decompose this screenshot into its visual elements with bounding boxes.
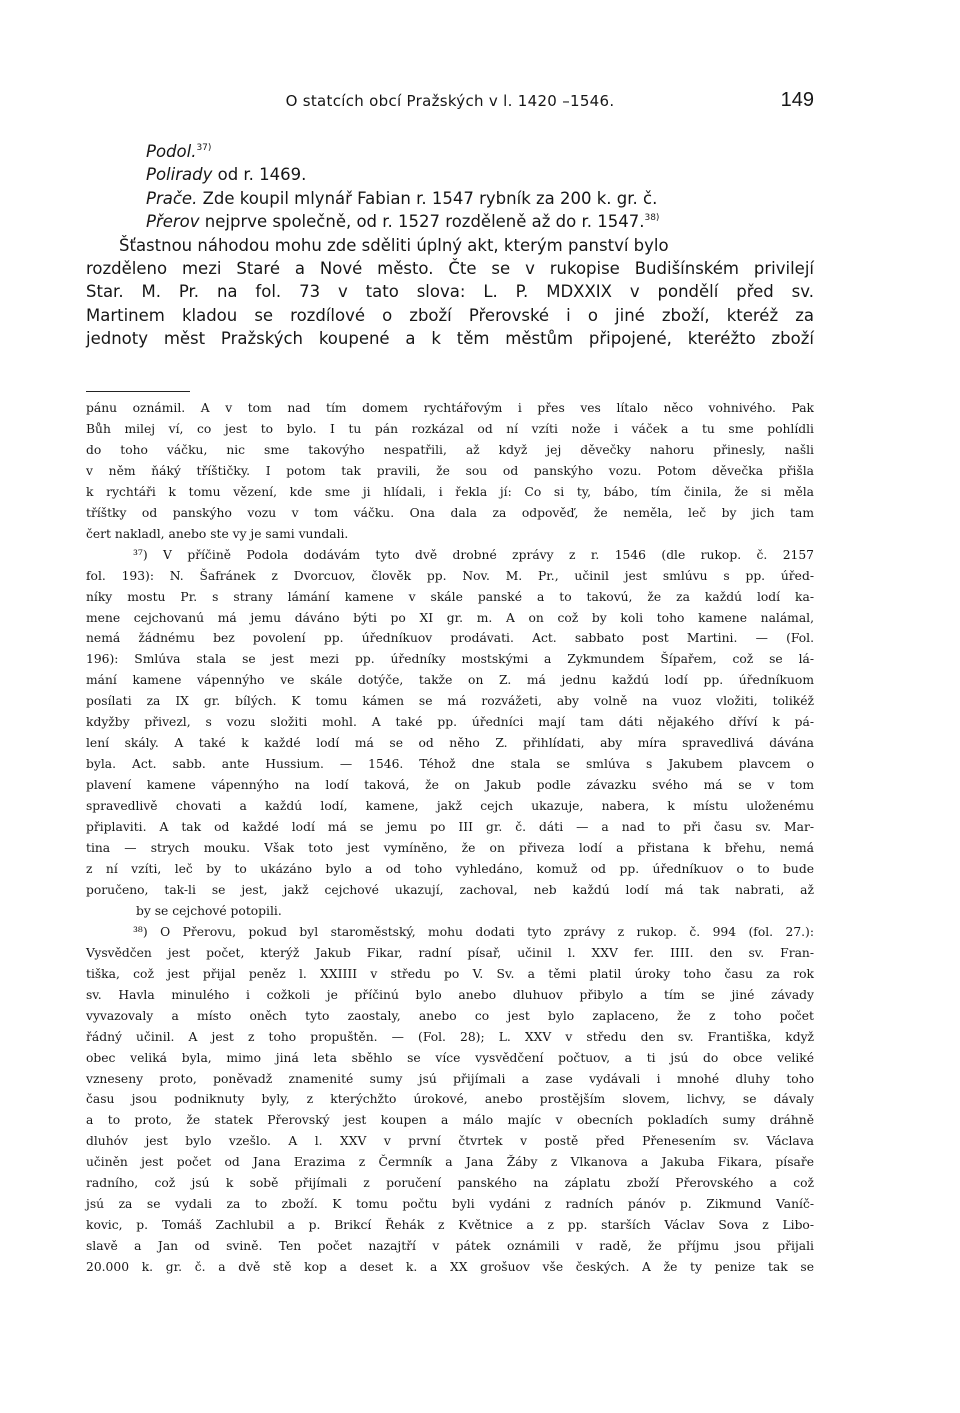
footnote-line: dluhóv jest bylo vzešlo. A l. XXV v první čtvrtek v postě před Přenesením sv. Václava: [86, 1134, 814, 1149]
footnote-line: ³⁸) O Přerovu, pokud byl staroměstský, mohu dodati tyto zprávy z rukop. č. 994 (fol. 27.):: [133, 924, 814, 939]
line-text: Martinem kladou se rozdílové o zboží Přerovské i o jiné zboží, kteréž za: [86, 305, 814, 325]
footnote-ref: 37): [196, 143, 212, 153]
text-line: [86, 280, 814, 303]
page-header: [86, 89, 814, 120]
footnote-line: z ní vzíti, leč by to ukázáno bylo a od toho vyhledáno, komuž od pp. úředníkuov o to bude: [86, 861, 814, 876]
line-text: jednoty měst Pražských koupené a k těm městům připojené, kteréžto zboží: [86, 329, 814, 349]
entry-heading: Přerov: [146, 212, 200, 232]
text-line: [86, 327, 814, 350]
text-line: [86, 210, 814, 233]
footnote-line: poručeno, tak-li se jest, jakž cejchové ukazují, zachoval, neb každú lodí má tak nabrati, až: [86, 882, 814, 897]
footnote-line: ³⁷) V příčině Podola dodávám tyto dvě drobné zprávy z r. 1546 (dle rukop. č. 2157: [133, 547, 814, 562]
footnote-ref: 38): [644, 213, 660, 224]
footnote-line: radního, což jsú k sobě přijímali z poručení panského na záplatu zboží Přerovského a což: [86, 1176, 814, 1191]
text-line: [86, 163, 814, 186]
footnote-line: níky mostu Pr. s strany lámání kamene v skále panské a to takovú, že za každú lodí ka-: [86, 589, 814, 604]
footnote-line: do toho váčku, nic sme takovýho nespatřili, až když jej děvečky nahoru přinesly, našli: [86, 442, 814, 457]
text-line: [86, 140, 814, 163]
text-line: [86, 187, 814, 210]
footnote-line: fol. 193): N. Šafránek z Dvorcuov, člověk pp. Nov. M. Pr., učinil jest smlúvu s pp. úřed-: [86, 568, 814, 583]
footnote-line: mene cejchovanú má jemu dáváno býti po XI gr. m. A on což by koli toho kamene nalámal,: [86, 610, 814, 625]
footnote-rule: [86, 391, 190, 392]
footnote-line: kovic, p. Tomáš Zachlubil a p. Brikcí Řehák z Květnice a z pp. starších Václav Sova z Libo-: [86, 1218, 814, 1233]
line-text: Zde koupil mlynář Fabian r. 1547 rybník za 200 k. gr. č.: [197, 188, 658, 208]
footnote-line: byla. Act. sabb. ante Hussium. — 1546. Téhož dne stala se smlúva s Jakubem plavcem o: [86, 757, 814, 772]
footnote-line: posílati za IX gr. bílých. K tomu kámen se má rozvážeti, aby volně na vuoz vložiti, tolikéž: [86, 694, 814, 709]
footnote-line: připlaviti. A tak od každé lodí má se jemu po III gr. č. dáti — a nad to při času sv. Mar-: [86, 820, 814, 835]
text-line: [86, 257, 814, 280]
footnote-line: Vysvědčen jest počet, kterýž Jakub Fikar, radní písař, učinil l. XXV fer. IIII. den sv. Fran-: [86, 945, 814, 960]
footnote-line: nemá žádnému bez povolení pp. úředníkuov prodávati. Act. sabbato post Martini. — (Fol.: [86, 631, 814, 646]
footnote-line: v něm ňáký tříštičky. I potom tak pravili, že sou od panskýho vozu. Potom děvečka přišla: [86, 463, 814, 478]
footnote-line: kdyžby přivezl, s vozu složiti mohl. A také pp. úředníci mají tam dáti nějakého dříví k pá-: [86, 715, 814, 730]
page-number: 149: [780, 89, 814, 111]
footnote-line: plavení kamene vápennýho na lodí taková, že on Jakub podle závazku svého má se v tom: [86, 778, 814, 793]
text-line: [86, 234, 814, 257]
footnotes: [86, 398, 814, 1278]
footnote-line: pánu oznámil. A v tom nad tím domem rychtářovým i přes ves lítalo něco vohnivého. Pak: [86, 401, 814, 415]
footnote-line: vzneseny proto, poněvadž znamenité sumy jsú přijímali a zase vydávali i mnohé dluhy toho: [86, 1071, 814, 1086]
text-line: [86, 304, 814, 327]
footnote-line: mání kamene vápennýho ve skále dotýče, takže on Z. má jednu každú lodí pp. úředníkuom: [86, 673, 814, 688]
footnote-line: 20.000 k. gr. č. a dvě stě kop a deset k. a XX grošuov vše českých. A že ty penize tak se: [86, 1260, 814, 1275]
footnote-line: by se cejchové potopili.: [136, 903, 282, 918]
entry-heading: Prače.: [146, 188, 198, 208]
footnote-line: učiněn jest počet od Jana Erazima z Čermník a Jana Žáby z Vlkanova a Jakuba Fikara, písaře: [86, 1155, 814, 1170]
footnote-line: tiška, což jest přijal peněz l. XXIIII v středu po V. Sv. a těmi platil úroky toho času za rok: [86, 966, 814, 981]
footnote-line: tina — strych mouku. Však toto jest vymíněno, že on přiveza lodí a přistana k břehu, nemá: [86, 841, 814, 856]
footnote-line: lení skály. A také k každé lodí má se od něho Z. přihlídati, aby míra spravedlivá dávána: [86, 736, 814, 751]
footnote-line: 196): Smlúva stala se jest mezi pp. úředníky mostskými a Zykmundem Šípařem, což se lá-: [86, 652, 814, 667]
line-text: Star. M. Pr. na fol. 73 v tato slova: L. P. MDXXIX v pondělí před sv.: [86, 282, 814, 302]
entry-heading: Podol.: [146, 142, 197, 161]
footnote-line: slavě a Jan od svině. Ten počet nazajtří v pátek oznámili v radě, že příjmu jsou přijali: [86, 1239, 814, 1254]
footnote-line: obec veliká byla, mimo jiná leta sběhlo se více vysvědčení počtuov, a ti jsú do obce veliké: [86, 1050, 814, 1065]
footnote-line: sv. Havla minulého i cožkoli je příčinú bylo anebo dluhuov přibylo a tím se jiné závady: [86, 987, 814, 1002]
footnote-line: spravedlivě chovati a každú lodí, kamene, jakž cejch ukazuje, nabera, k místu uloženému: [86, 799, 814, 814]
line-text: nejprve společně, od r. 1527 rozděleně až do r. 1547.: [199, 212, 645, 232]
line-text: rozděleno mezi Staré a Nové město. Čte se v rukopise Budišínském privilejí: [86, 259, 814, 279]
footnote-line: k rychtáři k tomu vězení, kde sme ji hlídali, i řekla jí: Co si ty, bábo, tím činila, že si měla: [86, 484, 814, 499]
footnote-line: a to proto, že statek Přerovský jest koupen a málo majíc v obecních pokladích sumy dráhně: [86, 1113, 814, 1128]
entry-heading: Polirady: [146, 165, 213, 185]
footnote-line: tříštky od panskýho vozu v tom váčku. Ona dala za odpověď, že neměla, leč by jich tam: [86, 505, 814, 520]
main-text: [86, 140, 814, 351]
footnote-line: času jsou podniknuty byly, z kterýchžto úrokové, anebo prostějším slovem, lichvy, se dávaly: [86, 1092, 814, 1107]
footnote-line: vyvazovaly a místo oněch tyto zaostaly, anebo co jest bylo zaplaceno, že z toho počet: [86, 1008, 814, 1023]
footnote-line: jsú za se vydali za to zboží. K tomu počtu byli vydáni z radních pánóv p. Zikmund Vaníč-: [86, 1197, 814, 1212]
running-head: O statcích obcí Pražských v l. 1420 –1546.: [285, 92, 615, 110]
footnote-line: řádný učinil. A jest z toho propuštěn. — (Fol. 28); L. XXV v středu den sv. Františka, když: [86, 1029, 814, 1044]
line-text: od r. 1469.: [212, 165, 307, 185]
line-text: Šťastnou náhodou mohu zde sděliti úplný akt, kterým panství bylo: [119, 235, 669, 255]
footnote-line: Bůh milej ví, co jest to bylo. I tu pán rozkázal od ní vzíti nože i váček a tu sme pohlídli: [86, 421, 814, 436]
footnote-line: čert nakladl, anebo ste vy je sami vundali.: [86, 526, 349, 541]
